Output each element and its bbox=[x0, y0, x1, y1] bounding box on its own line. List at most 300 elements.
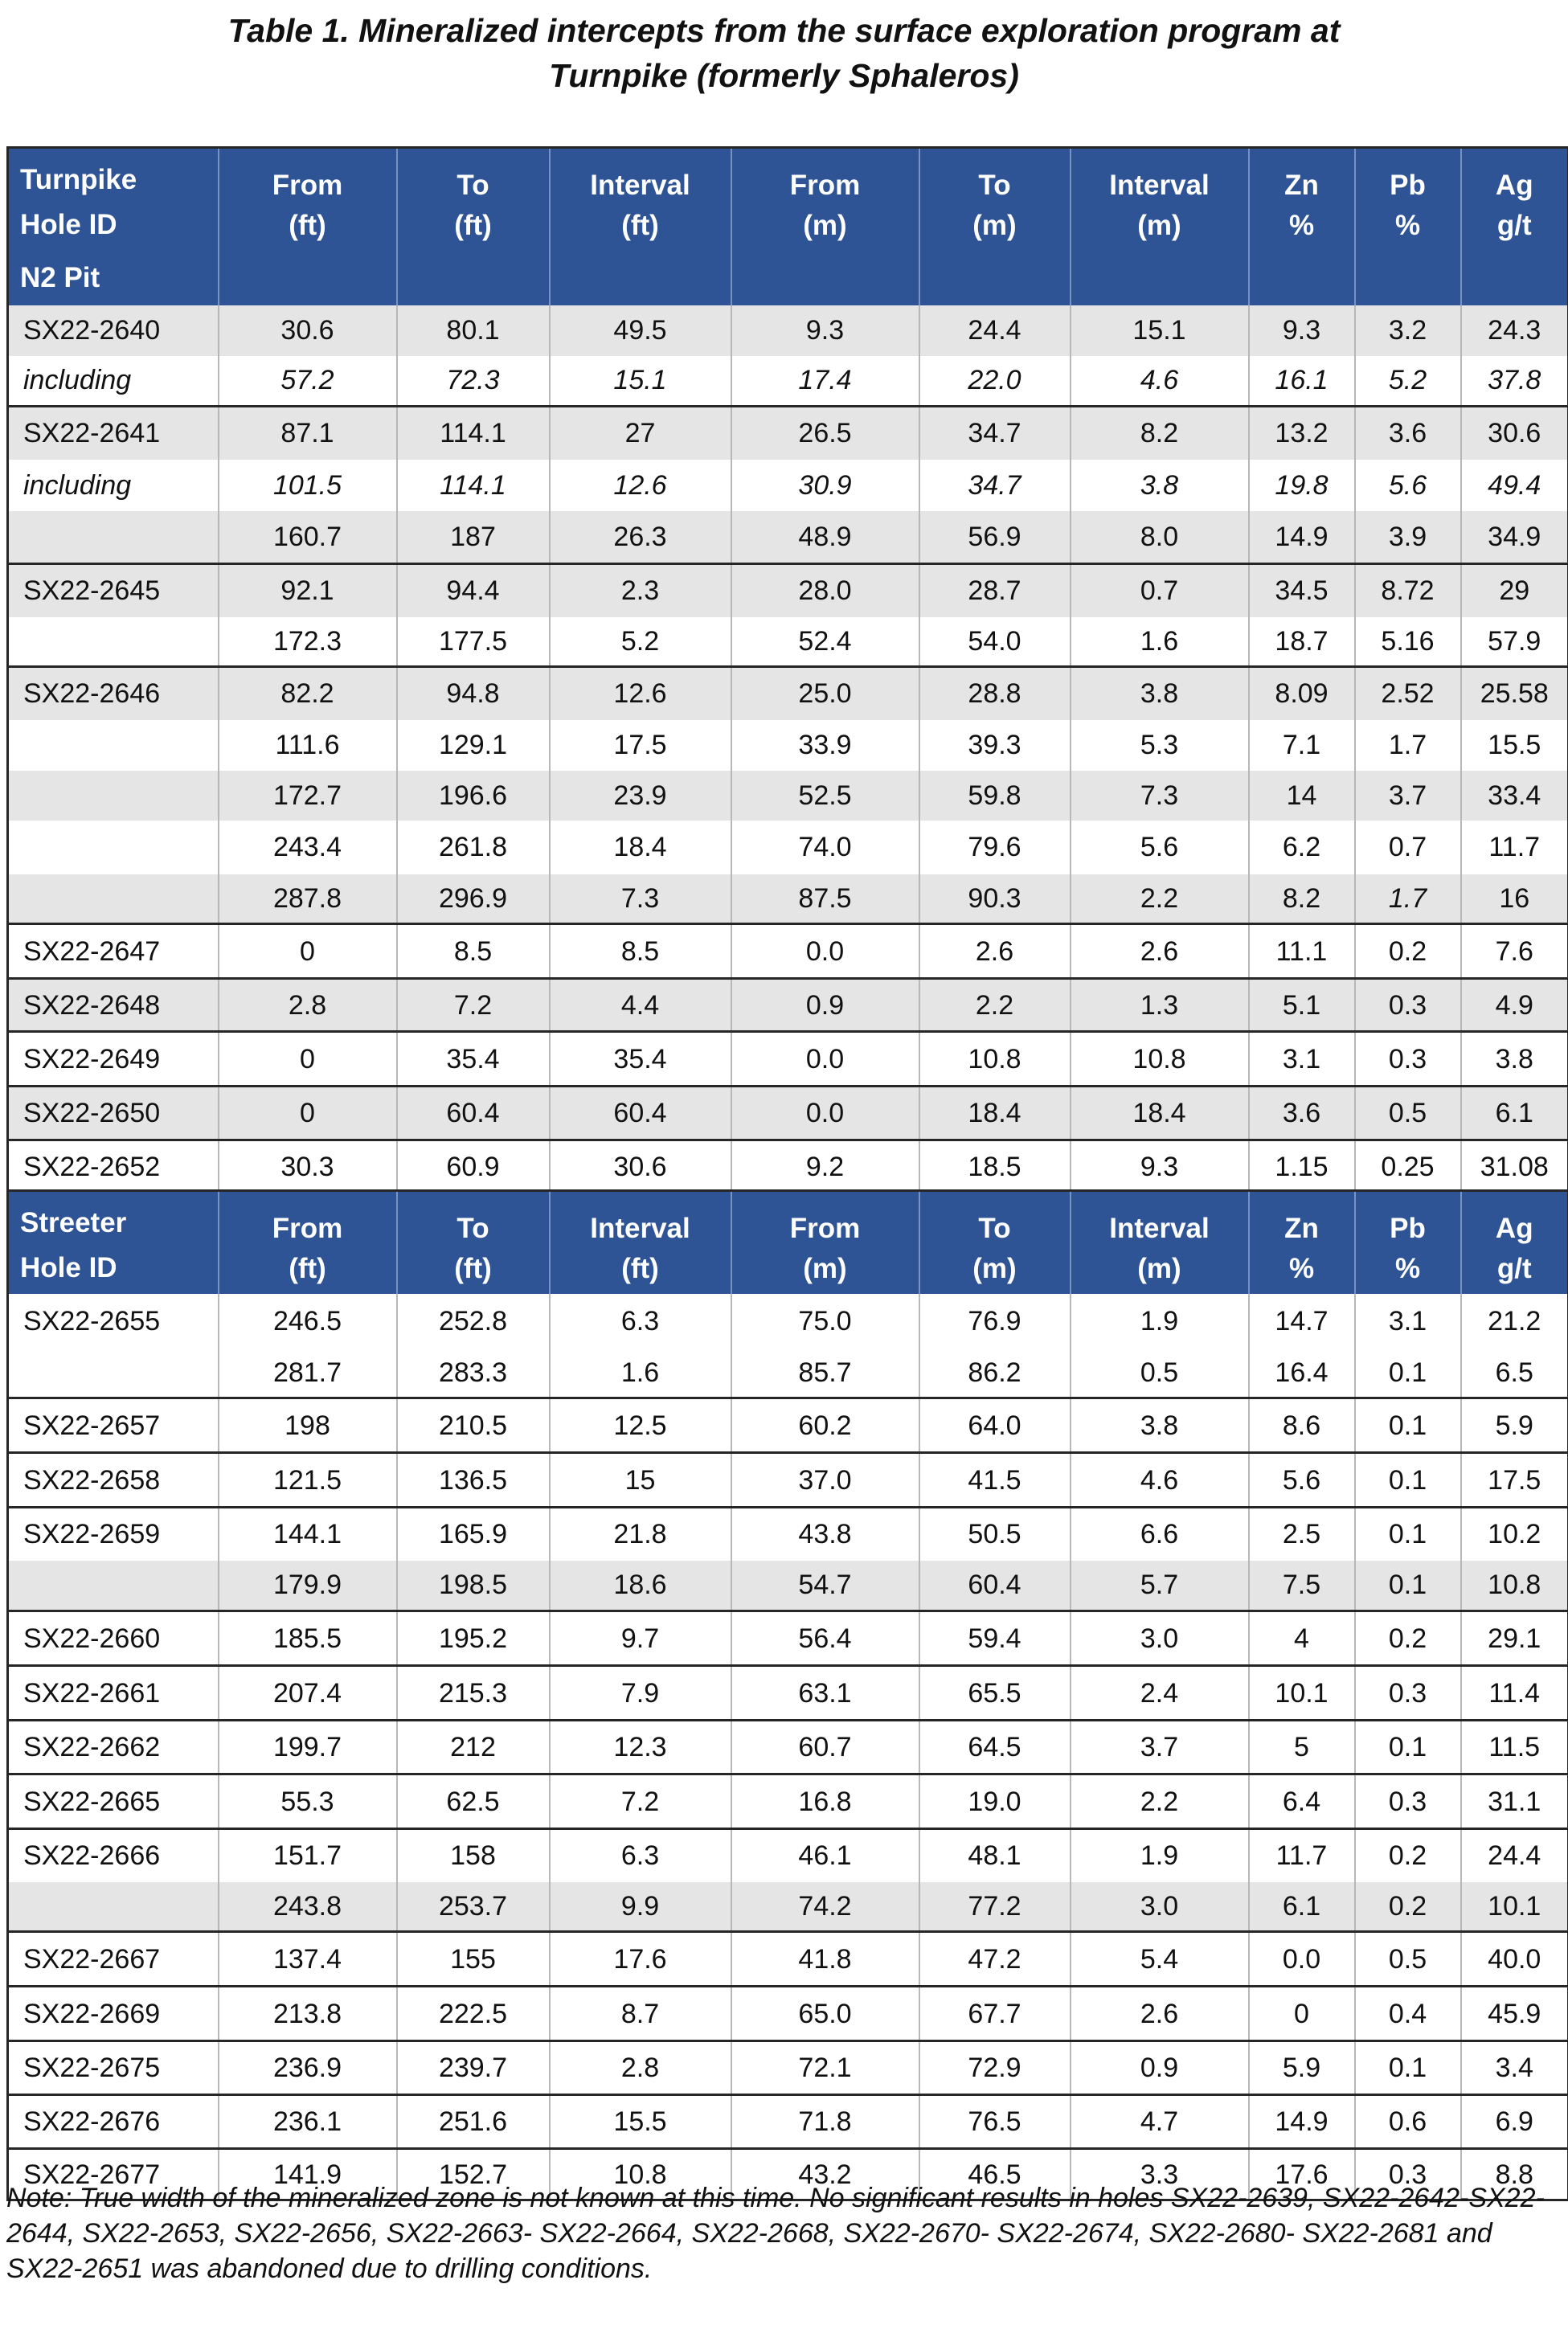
col-header-label: Ag bbox=[1495, 1212, 1533, 1244]
col-header-from_m bbox=[731, 1191, 919, 1294]
col-header-label: From bbox=[272, 169, 343, 201]
table-row bbox=[8, 2095, 1568, 2149]
cell-ag: 11.4 bbox=[1461, 1666, 1568, 1721]
cell-from_ft: 281.7 bbox=[219, 1349, 397, 1398]
cell-to_m: 90.3 bbox=[919, 874, 1071, 924]
cell-to_ft: 129.1 bbox=[397, 720, 550, 771]
cell-to_m: 2.6 bbox=[919, 924, 1071, 979]
col-header-interval_m bbox=[1071, 148, 1249, 251]
cell-pb: 1.7 bbox=[1355, 720, 1461, 771]
cell-from_m: 52.4 bbox=[731, 617, 919, 667]
cell-interval_ft: 4.4 bbox=[550, 979, 731, 1032]
cell-from_m: 71.8 bbox=[731, 2095, 919, 2149]
cell-zn: 1.15 bbox=[1249, 1140, 1355, 1193]
table-row bbox=[8, 720, 1568, 771]
hole-id-cell: SX22-2666 bbox=[8, 1829, 219, 1882]
cell-pb: 3.6 bbox=[1355, 407, 1461, 460]
hole-id-cell bbox=[8, 1882, 219, 1932]
table-row bbox=[8, 1666, 1568, 1721]
cell-ag: 29 bbox=[1461, 564, 1568, 617]
cell-to_ft: 253.7 bbox=[397, 1882, 550, 1932]
cell-to_ft: 62.5 bbox=[397, 1774, 550, 1829]
cell-interval_m: 5.3 bbox=[1071, 720, 1249, 771]
cell-interval_ft: 26.3 bbox=[550, 511, 731, 564]
cell-to_ft: 35.4 bbox=[397, 1032, 550, 1087]
col-header-to_m bbox=[919, 1191, 1071, 1294]
col-header-label: From bbox=[789, 1212, 861, 1244]
cell-ag: 10.8 bbox=[1461, 1561, 1568, 1611]
table-row bbox=[8, 564, 1568, 617]
cell-interval_ft: 21.8 bbox=[550, 1508, 731, 1561]
cell-interval_ft: 27 bbox=[550, 407, 731, 460]
table-note: Note: True width of the mineralized zone is not known at this time. No significant results in holes SX22-2639, SX22-2642-SX22-2644, SX22-2653, SX22-2656, SX22-2663- SX22-2664, SX22-2668, SX22-2670- SX22-2674, SX22-2680- SX22-2681 and SX22-2651 was abandoned due to drilling conditions. bbox=[6, 2183, 1545, 2284]
cell-to_ft: 177.5 bbox=[397, 617, 550, 667]
cell-zn: 5.1 bbox=[1249, 979, 1355, 1032]
col-header-unit: g/t bbox=[1496, 209, 1532, 241]
cell-interval_ft: 12.6 bbox=[550, 460, 731, 511]
subsection-blank-cell bbox=[550, 251, 731, 305]
cell-pb: 0.3 bbox=[1355, 1032, 1461, 1087]
cell-interval_m: 3.8 bbox=[1071, 667, 1249, 720]
cell-pb: 0.3 bbox=[1355, 2149, 1461, 2200]
hole-id-cell: SX22-2676 bbox=[8, 2095, 219, 2149]
cell-to_m: 79.6 bbox=[919, 821, 1071, 874]
table-row bbox=[8, 1349, 1568, 1398]
cell-ag: 5.9 bbox=[1461, 1398, 1568, 1453]
cell-from_m: 37.0 bbox=[731, 1453, 919, 1508]
cell-to_m: 54.0 bbox=[919, 617, 1071, 667]
cell-from_m: 85.7 bbox=[731, 1349, 919, 1398]
cell-interval_ft: 2.8 bbox=[550, 2041, 731, 2095]
col-header-unit: % bbox=[1288, 1252, 1315, 1284]
cell-interval_m: 1.3 bbox=[1071, 979, 1249, 1032]
cell-pb: 0.6 bbox=[1355, 2095, 1461, 2149]
hole-id-cell bbox=[8, 771, 219, 821]
hole-id-cell: SX22-2655 bbox=[8, 1294, 219, 1349]
cell-zn: 34.5 bbox=[1249, 564, 1355, 617]
cell-to_m: 56.9 bbox=[919, 511, 1071, 564]
cell-from_m: 26.5 bbox=[731, 407, 919, 460]
col-header-label: To bbox=[456, 169, 489, 201]
cell-to_m: 34.7 bbox=[919, 460, 1071, 511]
cell-from_ft: 87.1 bbox=[219, 407, 397, 460]
col-header-pb bbox=[1355, 1191, 1461, 1294]
cell-from_ft: 243.4 bbox=[219, 821, 397, 874]
cell-pb: 0.1 bbox=[1355, 1398, 1461, 1453]
cell-interval_m: 3.7 bbox=[1071, 1721, 1249, 1774]
cell-pb: 0.1 bbox=[1355, 1721, 1461, 1774]
cell-to_m: 24.4 bbox=[919, 305, 1071, 356]
col-header-label: From bbox=[272, 1212, 343, 1244]
cell-interval_ft: 30.6 bbox=[550, 1140, 731, 1193]
cell-ag: 29.1 bbox=[1461, 1611, 1568, 1666]
cell-zn: 7.1 bbox=[1249, 720, 1355, 771]
cell-pb: 0.1 bbox=[1355, 2041, 1461, 2095]
col-header-label: To bbox=[978, 1212, 1011, 1244]
cell-ag: 49.4 bbox=[1488, 469, 1541, 501]
cell-interval_ft: 35.4 bbox=[550, 1032, 731, 1087]
hole-id-cell: SX22-2669 bbox=[8, 1987, 219, 2041]
col-header-unit: (m) bbox=[1137, 209, 1181, 241]
streeter-table bbox=[6, 1189, 1568, 2201]
table-row bbox=[8, 1932, 1568, 1987]
cell-ag: 45.9 bbox=[1461, 1987, 1568, 2041]
cell-interval_m: 8.0 bbox=[1071, 511, 1249, 564]
cell-from_ft: 236.1 bbox=[219, 2095, 397, 2149]
table-row bbox=[8, 407, 1568, 460]
hole-id-cell: including bbox=[8, 356, 219, 407]
cell-interval_m: 4.6 bbox=[1071, 356, 1249, 407]
cell-to_m: 22.0 bbox=[919, 356, 1071, 407]
cell-ag: 31.08 bbox=[1461, 1140, 1568, 1193]
hole-id-cell: SX22-2659 bbox=[8, 1508, 219, 1561]
cell-zn: 14.7 bbox=[1249, 1294, 1355, 1349]
cell-from_m: 41.8 bbox=[731, 1932, 919, 1987]
cell-from_ft: 185.5 bbox=[219, 1611, 397, 1666]
cell-from_m: 43.8 bbox=[731, 1508, 919, 1561]
col-header-unit: (ft) bbox=[454, 209, 492, 241]
cell-zn: 16.1 bbox=[1249, 356, 1355, 407]
hole-id-cell bbox=[8, 617, 219, 667]
cell-pb: 5.2 bbox=[1355, 356, 1461, 407]
cell-from_ft: 207.4 bbox=[219, 1666, 397, 1721]
subsection-blank-cell bbox=[919, 251, 1071, 305]
cell-to_m: 39.3 bbox=[919, 720, 1071, 771]
cell-to_m: 67.7 bbox=[919, 1987, 1071, 2041]
cell-ag: 11.5 bbox=[1461, 1721, 1568, 1774]
cell-interval_ft: 8.7 bbox=[550, 1987, 731, 2041]
cell-zn: 5 bbox=[1249, 1721, 1355, 1774]
table-title-line1: Table 1. Mineralized intercepts from the surface exploration program at bbox=[227, 12, 1341, 49]
cell-to_m: 64.0 bbox=[919, 1398, 1071, 1453]
table-row bbox=[8, 1561, 1568, 1611]
cell-ag: 15.5 bbox=[1488, 730, 1541, 760]
col-header-unit: (ft) bbox=[454, 1252, 492, 1284]
cell-to_m: 76.9 bbox=[919, 1294, 1071, 1349]
subsection-blank-cell bbox=[1071, 251, 1249, 305]
cell-ag: 34.9 bbox=[1461, 511, 1568, 564]
cell-to_ft: 210.5 bbox=[397, 1398, 550, 1453]
cell-to_ft: 187 bbox=[397, 511, 550, 564]
cell-to_ft: 155 bbox=[397, 1932, 550, 1987]
hole-id-cell bbox=[8, 874, 219, 924]
cell-interval_ft: 9.7 bbox=[550, 1611, 731, 1666]
cell-from_ft: 55.3 bbox=[219, 1774, 397, 1829]
cell-ag: 17.5 bbox=[1461, 1453, 1568, 1508]
cell-to_ft: 94.8 bbox=[397, 667, 550, 720]
hole-id-cell bbox=[8, 821, 219, 874]
cell-ag: 25.58 bbox=[1461, 667, 1568, 720]
cell-ag: 11.7 bbox=[1488, 832, 1541, 862]
table-row bbox=[8, 1294, 1568, 1349]
cell-from_ft: 199.7 bbox=[219, 1721, 397, 1774]
col-header-from_m bbox=[731, 148, 919, 251]
hole-id-cell: SX22-2640 bbox=[8, 305, 219, 356]
subsection-blank-cell bbox=[1355, 251, 1461, 305]
cell-to_ft: 165.9 bbox=[397, 1508, 550, 1561]
cell-interval_m: 2.6 bbox=[1071, 1987, 1249, 2041]
col-header-label: To bbox=[978, 169, 1011, 201]
cell-zn: 19.8 bbox=[1249, 460, 1355, 511]
cell-to_ft: 251.6 bbox=[397, 2095, 550, 2149]
cell-from_ft: 92.1 bbox=[219, 564, 397, 617]
cell-ag: 7.6 bbox=[1461, 924, 1568, 979]
col-header-ag bbox=[1461, 148, 1568, 251]
cell-interval_ft: 7.9 bbox=[550, 1666, 731, 1721]
cell-to_ft: 80.1 bbox=[397, 305, 550, 356]
cell-to_m: 59.4 bbox=[919, 1611, 1071, 1666]
cell-from_ft: 30.6 bbox=[219, 305, 397, 356]
col-header-unit: % bbox=[1394, 209, 1421, 241]
cell-pb: 0.1 bbox=[1355, 1508, 1461, 1561]
col-header-zn bbox=[1249, 1191, 1355, 1294]
hole-id-cell bbox=[8, 511, 219, 564]
cell-ag: 3.4 bbox=[1461, 2041, 1568, 2095]
col-header-label: Interval bbox=[1109, 1212, 1210, 1244]
cell-interval_ft: 1.6 bbox=[550, 1349, 731, 1398]
cell-from_ft: 243.8 bbox=[219, 1882, 397, 1932]
table-row bbox=[8, 1453, 1568, 1508]
cell-ag: 10.1 bbox=[1461, 1882, 1568, 1932]
cell-interval_m: 2.2 bbox=[1071, 874, 1249, 924]
table-row bbox=[8, 1987, 1568, 2041]
cell-pb: 0.7 bbox=[1355, 821, 1461, 874]
table-row bbox=[8, 1611, 1568, 1666]
cell-zn: 6.1 bbox=[1249, 1882, 1355, 1932]
table-row bbox=[8, 1140, 1568, 1193]
cell-zn: 14.9 bbox=[1249, 511, 1355, 564]
cell-zn: 14.9 bbox=[1249, 2095, 1355, 2149]
col-header-label: Pb bbox=[1390, 169, 1426, 201]
table-row bbox=[8, 305, 1568, 356]
cell-to_m: 19.0 bbox=[919, 1774, 1071, 1829]
cell-from_ft: 160.7 bbox=[219, 511, 397, 564]
table-row bbox=[8, 1774, 1568, 1829]
cell-to_m: 46.5 bbox=[919, 2149, 1071, 2200]
cell-interval_ft: 6.3 bbox=[550, 1294, 731, 1349]
col-header-label: Zn bbox=[1284, 169, 1319, 201]
hole-id-cell: SX22-2645 bbox=[8, 564, 219, 617]
col-header-unit: (ft) bbox=[621, 209, 659, 241]
cell-pb: 5.16 bbox=[1355, 617, 1461, 667]
cell-to_ft: 72.3 bbox=[397, 356, 550, 407]
cell-from_ft: 30.3 bbox=[219, 1140, 397, 1193]
col-header-unit: (m) bbox=[803, 1252, 847, 1284]
col-header-unit: (ft) bbox=[289, 1252, 326, 1284]
subsection-row bbox=[8, 251, 1568, 305]
col-header-unit: (ft) bbox=[289, 209, 326, 241]
cell-interval_m: 2.6 bbox=[1071, 924, 1249, 979]
cell-zn: 4 bbox=[1249, 1611, 1355, 1666]
cell-interval_m: 4.7 bbox=[1071, 2095, 1249, 2149]
cell-pb: 0.3 bbox=[1355, 979, 1461, 1032]
hole-id-cell: SX22-2648 bbox=[8, 979, 219, 1032]
cell-interval_m: 5.4 bbox=[1071, 1932, 1249, 1987]
cell-zn: 5.6 bbox=[1249, 1453, 1355, 1508]
cell-interval_ft: 10.8 bbox=[550, 2149, 731, 2200]
turnpike-table bbox=[6, 146, 1568, 1194]
cell-interval_m: 4.6 bbox=[1071, 1453, 1249, 1508]
cell-interval_m: 0.7 bbox=[1071, 564, 1249, 617]
cell-from_ft: 0 bbox=[219, 1087, 397, 1140]
cell-interval_m: 6.6 bbox=[1071, 1508, 1249, 1561]
cell-from_ft: 101.5 bbox=[219, 460, 397, 511]
col-header-unit: (m) bbox=[1137, 1252, 1181, 1284]
cell-to_m: 2.2 bbox=[919, 979, 1071, 1032]
table-row bbox=[8, 667, 1568, 720]
cell-interval_m: 0.9 bbox=[1071, 2041, 1249, 2095]
hole-id-cell: SX22-2665 bbox=[8, 1774, 219, 1829]
cell-pb: 3.9 bbox=[1355, 511, 1461, 564]
cell-zn: 8.6 bbox=[1249, 1398, 1355, 1453]
col-header-pb bbox=[1355, 148, 1461, 251]
cell-from_m: 46.1 bbox=[731, 1829, 919, 1882]
subsection-blank-cell bbox=[219, 251, 397, 305]
cell-to_m: 18.4 bbox=[919, 1087, 1071, 1140]
col-header-label: Ag bbox=[1495, 169, 1533, 201]
hole-id-cell bbox=[8, 720, 219, 771]
subsection-title: N2 Pit bbox=[8, 251, 219, 305]
cell-to_ft: 252.8 bbox=[397, 1294, 550, 1349]
table-row bbox=[8, 1829, 1568, 1882]
cell-interval_m: 2.4 bbox=[1071, 1666, 1249, 1721]
cell-pb: 0.2 bbox=[1355, 924, 1461, 979]
cell-to_ft: 198.5 bbox=[397, 1561, 550, 1611]
table-row bbox=[8, 460, 1568, 511]
cell-from_ft: 0 bbox=[219, 1032, 397, 1087]
cell-zn: 11.1 bbox=[1249, 924, 1355, 979]
col-header-to_m bbox=[919, 148, 1071, 251]
cell-ag: 4.9 bbox=[1461, 979, 1568, 1032]
cell-to_ft: 296.9 bbox=[397, 874, 550, 924]
col-header-label: Interval bbox=[590, 169, 690, 201]
cell-interval_ft: 18.4 bbox=[550, 821, 731, 874]
col-header-unit: % bbox=[1288, 209, 1315, 241]
cell-ag: 24.3 bbox=[1461, 305, 1568, 356]
col-header-label: Pb bbox=[1390, 1212, 1426, 1244]
cell-pb: 0.3 bbox=[1355, 1666, 1461, 1721]
col-header-to_ft bbox=[397, 148, 550, 251]
cell-zn: 13.2 bbox=[1249, 407, 1355, 460]
cell-interval_ft: 7.3 bbox=[550, 874, 731, 924]
cell-interval_ft: 8.5 bbox=[550, 924, 731, 979]
cell-from_m: 75.0 bbox=[731, 1294, 919, 1349]
cell-ag: 6.9 bbox=[1461, 2095, 1568, 2149]
col-header-label: To bbox=[456, 1212, 489, 1244]
cell-to_ft: 60.9 bbox=[397, 1140, 550, 1193]
hole-id-cell: SX22-2650 bbox=[8, 1087, 219, 1140]
cell-pb: 0.1 bbox=[1355, 1349, 1461, 1398]
hole-id-cell: SX22-2652 bbox=[8, 1140, 219, 1193]
cell-from_m: 0.0 bbox=[731, 1032, 919, 1087]
table-row bbox=[8, 1508, 1568, 1561]
cell-from_m: 0.0 bbox=[731, 1087, 919, 1140]
cell-interval_m: 7.3 bbox=[1071, 771, 1249, 821]
cell-pb: 0.2 bbox=[1355, 1611, 1461, 1666]
col-header-label: From bbox=[789, 169, 861, 201]
hole-id-cell: SX22-2675 bbox=[8, 2041, 219, 2095]
cell-zn: 0 bbox=[1249, 1987, 1355, 2041]
cell-interval_m: 3.0 bbox=[1071, 1882, 1249, 1932]
cell-ag: 6.5 bbox=[1495, 1357, 1533, 1388]
cell-from_m: 87.5 bbox=[731, 874, 919, 924]
hole-id-cell: SX22-2660 bbox=[8, 1611, 219, 1666]
col-header-interval_m bbox=[1071, 1191, 1249, 1294]
cell-interval_m: 3.8 bbox=[1071, 1398, 1249, 1453]
cell-to_ft: 7.2 bbox=[397, 979, 550, 1032]
cell-to_m: 47.2 bbox=[919, 1932, 1071, 1987]
subsection-blank-cell bbox=[397, 251, 550, 305]
cell-to_m: 60.4 bbox=[919, 1561, 1071, 1611]
cell-to_m: 86.2 bbox=[919, 1349, 1071, 1398]
cell-ag: 16 bbox=[1461, 874, 1568, 924]
cell-interval_ft: 18.6 bbox=[550, 1561, 731, 1611]
cell-interval_ft: 12.3 bbox=[550, 1721, 731, 1774]
cell-pb: 0.4 bbox=[1355, 1987, 1461, 2041]
cell-pb: 0.1 bbox=[1355, 1561, 1461, 1611]
cell-ag: 40.0 bbox=[1461, 1932, 1568, 1987]
table-row bbox=[8, 924, 1568, 979]
cell-from_m: 74.2 bbox=[731, 1882, 919, 1932]
cell-to_m: 59.8 bbox=[919, 771, 1071, 821]
cell-interval_ft: 7.2 bbox=[550, 1774, 731, 1829]
cell-to_ft: 283.3 bbox=[397, 1349, 550, 1398]
cell-pb: 3.7 bbox=[1355, 771, 1461, 821]
cell-from_m: 16.8 bbox=[731, 1774, 919, 1829]
cell-to_ft: 261.8 bbox=[397, 821, 550, 874]
cell-to_ft: 114.1 bbox=[397, 407, 550, 460]
cell-from_ft: 111.6 bbox=[219, 720, 397, 771]
cell-to_ft: 195.2 bbox=[397, 1611, 550, 1666]
cell-from_m: 43.2 bbox=[731, 2149, 919, 2200]
cell-from_ft: 2.8 bbox=[219, 979, 397, 1032]
cell-ag: 6.1 bbox=[1461, 1087, 1568, 1140]
cell-zn: 0.0 bbox=[1249, 1932, 1355, 1987]
cell-zn: 2.5 bbox=[1249, 1508, 1355, 1561]
cell-pb: 0.2 bbox=[1355, 1829, 1461, 1882]
cell-interval_ft: 2.3 bbox=[550, 564, 731, 617]
cell-zn: 10.1 bbox=[1249, 1666, 1355, 1721]
cell-to_ft: 239.7 bbox=[397, 2041, 550, 2095]
cell-zn: 6.2 bbox=[1249, 821, 1355, 874]
col-header-interval_ft bbox=[550, 1191, 731, 1294]
cell-zn: 5.9 bbox=[1249, 2041, 1355, 2095]
cell-interval_ft: 15.5 bbox=[550, 2095, 731, 2149]
cell-interval_m: 5.6 bbox=[1071, 821, 1249, 874]
col-header-unit: g/t bbox=[1496, 1252, 1532, 1284]
cell-to_m: 72.9 bbox=[919, 2041, 1071, 2095]
cell-from_ft: 121.5 bbox=[219, 1453, 397, 1508]
cell-to_m: 28.7 bbox=[919, 564, 1071, 617]
cell-interval_m: 1.9 bbox=[1071, 1294, 1249, 1349]
cell-from_m: 48.9 bbox=[731, 511, 919, 564]
cell-interval_m: 5.7 bbox=[1071, 1561, 1249, 1611]
cell-zn: 17.6 bbox=[1249, 2149, 1355, 2200]
cell-zn: 18.7 bbox=[1249, 617, 1355, 667]
cell-from_ft: 172.7 bbox=[219, 771, 397, 821]
cell-from_ft: 236.9 bbox=[219, 2041, 397, 2095]
hole-id-cell: SX22-2657 bbox=[8, 1398, 219, 1453]
cell-from_m: 0.9 bbox=[731, 979, 919, 1032]
cell-to_m: 76.5 bbox=[919, 2095, 1071, 2149]
cell-from_m: 9.3 bbox=[731, 305, 919, 356]
cell-from_ft: 172.3 bbox=[219, 617, 397, 667]
cell-pb: 0.5 bbox=[1355, 1932, 1461, 1987]
cell-pb: 5.6 bbox=[1355, 460, 1461, 511]
col-header-unit: (m) bbox=[803, 209, 847, 241]
col-header-unit: (ft) bbox=[621, 1252, 659, 1284]
subsection-blank-cell bbox=[1461, 251, 1568, 305]
